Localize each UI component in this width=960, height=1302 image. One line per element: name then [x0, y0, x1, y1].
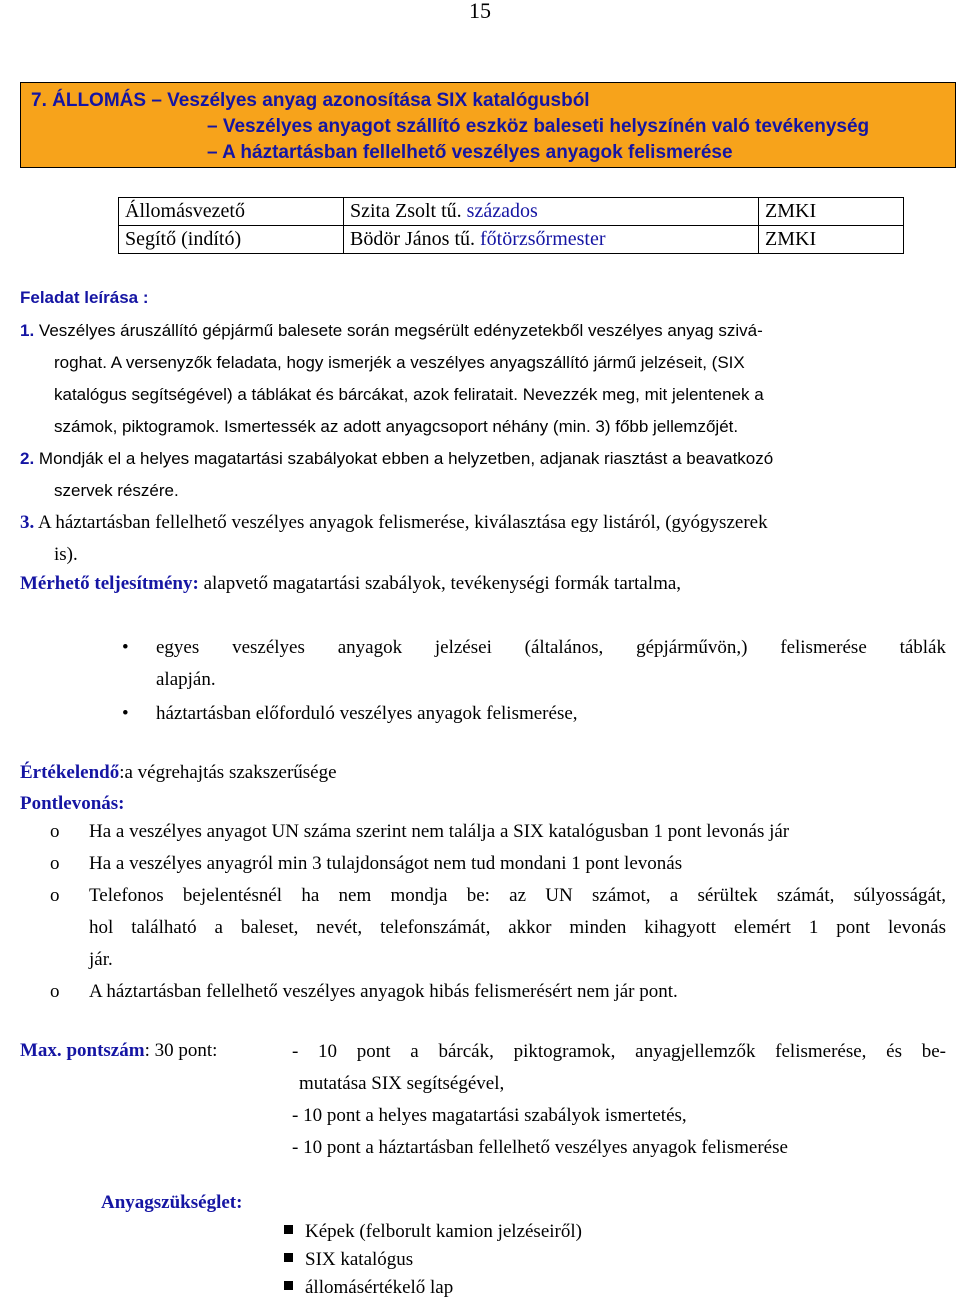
score-breakdown: - 10 pont a bárcák, piktogramok, anyagjellemzők felismerése, és be- mutatása SIX segítségével, - 10 pont a helyes magatartási szabályok ismertetés, - 10 pont a háztartásban fellelhető veszélyes anyagok felismerése — [292, 1041, 946, 1158]
list-item: o Ha a veszélyes anyagról min 3 tulajdonságot nem tud mondani 1 pont levonás — [50, 853, 683, 874]
task-item-3: 3. A háztartásban fellelhető veszélyes anyagok felismerése, kiválasztása egy listáról, (gyógyszerek is). — [20, 512, 768, 565]
task-item-1: 1. Veszélyes áruszállító gépjármű balesete során megsérült edényzetekből veszélyes anyag szivá- roghat. A versenyzők feladata, hogy ismerjék a veszélyes anyagszállító jármű jelzéseit, (SIX katalógus segítségével) a táblákat és bárcákat, azok feliratait. Nevezzék meg, mit jelentenek a számok, piktogramok. Ismertessék az adott anyagcsoport néhány (min. 3) főbb jellemzőjét. — [20, 321, 764, 436]
max-score-label: Max. pontszám: 30 pont: — [20, 1040, 218, 1061]
staff-table — [118, 197, 904, 254]
square-bullet-icon — [284, 1281, 293, 1290]
list-item: o A háztartásban fellelhető veszélyes anyagok hibás felismerésért nem jár pont. — [50, 981, 678, 1002]
list-item: állomásértékelő lap — [284, 1274, 582, 1302]
measurable-performance: Mérhető teljesítmény: alapvető magatartási szabályok, tevékenységi formák tartalma, — [20, 573, 682, 594]
square-bullet-icon — [284, 1225, 293, 1234]
task-item-2: 2. Mondják el a helyes magatartási szabályokat ebben a helyzetben, adjanak riasztást a beavatkozó szervek részére. — [20, 449, 774, 500]
staff-role: Segítő (indító) — [119, 226, 344, 254]
staff-unit: ZMKI — [759, 198, 904, 226]
staff-row — [119, 198, 904, 226]
bullet-icon: • — [122, 637, 129, 658]
list-item: • egyes veszélyes anyagok jelzései (általános, gépjárművön,) felismerése táblák alapján. — [122, 632, 946, 696]
station-subtitle-2: – A háztartásban fellelhető veszélyes anyagok felismerése — [207, 142, 733, 163]
task-number: 1. — [20, 321, 35, 340]
list-item: SIX katalógus — [284, 1246, 582, 1274]
staff-row — [119, 226, 904, 254]
station-subtitle-1: – Veszélyes anyagot szállító eszköz baleseti helyszínén való tevékenység — [207, 116, 870, 137]
evaluate-line: Értékelendő:a végrehajtás szakszerűsége — [20, 762, 337, 783]
list-item: • háztartásban előforduló veszélyes anyagok felismerése, — [122, 698, 946, 730]
list-item: Képek (felborult kamion jelzéseiről) — [284, 1218, 582, 1246]
materials-title: Anyagszükséglet: — [101, 1192, 243, 1213]
staff-name: Szita Zsolt tű. százados — [344, 198, 759, 226]
staff-role: Állomásvezető — [119, 198, 344, 226]
staff-unit: ZMKI — [759, 226, 904, 254]
bullet-icon: • — [122, 703, 129, 724]
station-header — [20, 82, 956, 168]
page-number: 15 — [469, 0, 491, 23]
list-item: o Ha a veszélyes anyagot UN száma szerint nem találja a SIX katalógusban 1 pont levonás jár — [50, 821, 790, 842]
list-item: o Telefonos bejelentésnél ha nem mondja be: az UN számot, a sérültek számát, súlyosságát, hol található a baleset, nevét, telefonszámát, akkor minden kihagyott elemért 1 pont levonás jár. — [50, 885, 946, 970]
square-bullet-icon — [284, 1253, 293, 1262]
deductions-title: Pontlevonás: — [20, 793, 125, 814]
materials-list — [284, 1218, 582, 1302]
task-number: 2. — [20, 449, 35, 468]
task-title: Feladat leírása : — [20, 288, 149, 307]
staff-name: Bödör János tű. főtörzsőrmester — [344, 226, 759, 254]
station-title: 7. ÁLLOMÁS – Veszélyes anyag azonosítása SIX katalógusból — [31, 90, 590, 111]
task-number: 3. — [20, 512, 35, 533]
